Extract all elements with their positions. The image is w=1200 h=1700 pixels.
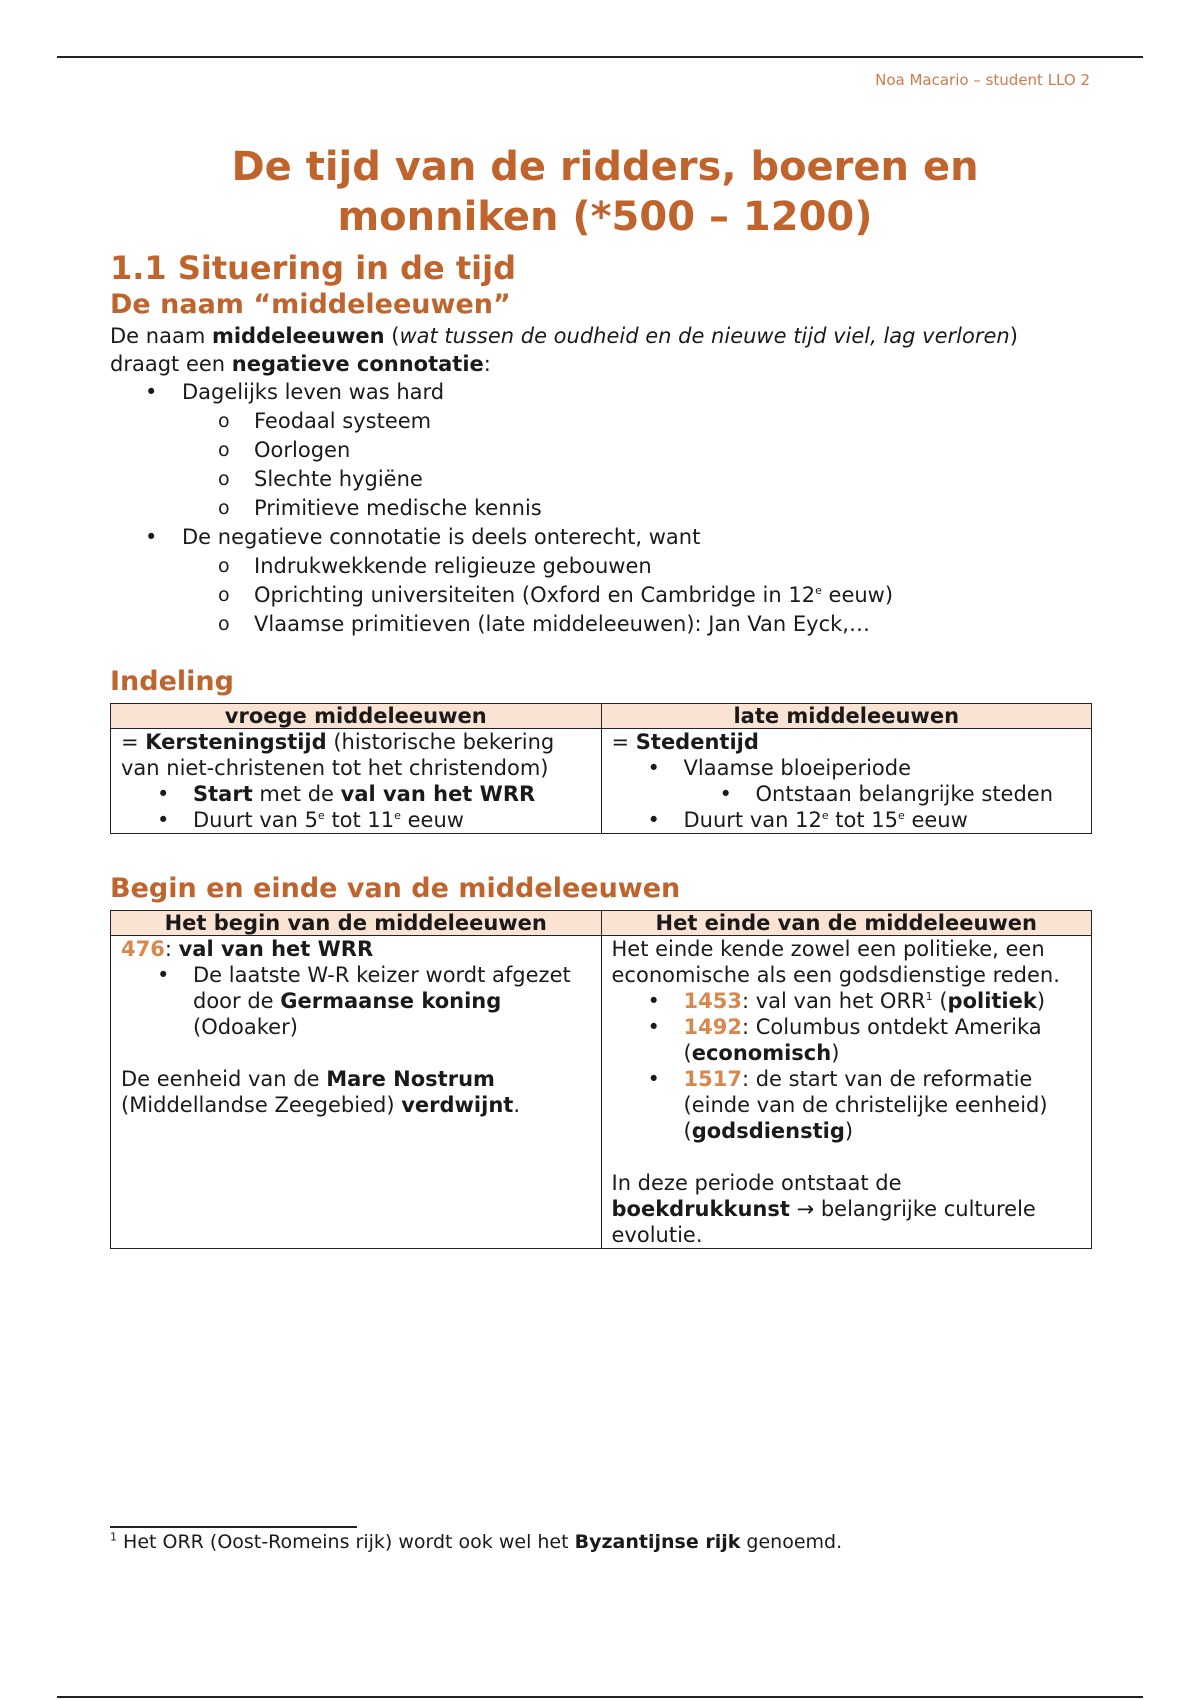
- top-rule: [57, 56, 1143, 58]
- header-author: Noa Macario – student LLO 2: [875, 71, 1090, 89]
- list-item: • Ontstaan belangrijke steden: [720, 781, 1082, 807]
- list-item: o Oorlogen: [218, 436, 1090, 465]
- sub-list: [182, 552, 1090, 639]
- arrow-right-icon: →: [789, 1197, 821, 1221]
- list-item: • Duurt van 12e tot 15e eeuw: [648, 807, 1082, 833]
- naam-paragraph: De naam middeleeuwen (wat tussen de oudheid en de nieuwe tijd viel, lag verloren) draagt een negatieve connotatie:: [110, 324, 1018, 376]
- list-item: • Start met de val van het WRR: [157, 781, 591, 807]
- list-item: o Oprichting universiteiten (Oxford en Cambridge in 12e eeuw): [218, 581, 1090, 610]
- section-heading: 1.1 Situering in de tijd: [110, 249, 516, 287]
- footnote-rule: [110, 1526, 357, 1528]
- mare-nostrum-paragraph: De eenheid van de Mare Nostrum (Middellandse Zeegebied) verdwijnt.: [121, 1067, 520, 1117]
- bottom-rule: [57, 1696, 1143, 1698]
- list-item: o Slechte hygiëne: [218, 465, 1090, 494]
- naam-heading: De naam “middeleeuwen”: [110, 289, 511, 320]
- naam-list: [110, 378, 1090, 639]
- list-item: • 1492: Columbus ontdekt Amerika (economisch): [648, 1014, 1082, 1066]
- list-item: o Feodaal systeem: [218, 407, 1090, 436]
- indeling-table: [110, 703, 1092, 834]
- table-cell: 476: val van het WRR • De laatste W-R keizer wordt afgezet door de Germaanse koning (Odoaker) De eenheid van de Mare Nostrum (Middellandse Zeegebied) verdwijnt.: [111, 936, 602, 1249]
- list-item: • 1453: val van het ORR$^1$ (politiek): [648, 988, 1082, 1014]
- title-line-1: De tijd van de ridders, boeren en: [231, 144, 979, 190]
- table-cell: = Stedentijd • Vlaamse bloeiperiode • Ontstaan belangrijke steden • Duurt van 12e tot 15e eeuw: [601, 729, 1092, 834]
- list-item: o Primitieve medische kennis: [218, 494, 1090, 523]
- table-cell: Het einde kende zowel een politieke, een economische als een godsdienstige reden. • 1453: val van het ORR$^1$ (politiek) • 1492: Columbus ontdekt Amerika (economisch) • 1517: de start van de reformatie (einde van de christelijke eenheid) (godsdienstig) In deze periode ontstaat de boekdrukkunst → belangrijke culturele evolutie.: [601, 936, 1092, 1249]
- table-cell: = Kersteningstijd (historische bekering van niet-christenen tot het christendom) • Start met de val van het WRR • Duurt van 5e tot 11e eeuw: [111, 729, 602, 834]
- list-item: • Duurt van 5e tot 11e eeuw: [157, 807, 591, 833]
- begin-einde-table: [110, 910, 1092, 1249]
- list-item: o Vlaamse primitieven (late middeleeuwen): Jan Van Eyck,…: [218, 610, 1090, 639]
- boekdrukkunst-paragraph: In deze periode ontstaat de boekdrukkunst → belangrijke culturele evolutie.: [611, 1171, 1036, 1247]
- table-header: vroege middeleeuwen: [111, 704, 602, 729]
- list-item: • De negatieve connotatie is deels onterecht, want o Indrukwekkende religieuze gebouwen o Oprichting universiteiten (Oxford en Cambridge in 12e eeuw) o Vlaamse primitieven (late middeleeuwen): Jan Van Eyck,…: [145, 523, 1090, 639]
- indeling-heading: Indeling: [110, 666, 234, 697]
- list-item: • Dagelijks leven was hard o Feodaal systeem o Oorlogen o Slechte hygiëne o Primitieve medische kennis: [145, 378, 1090, 523]
- list-item: • 1517: de start van de reformatie (einde van de christelijke eenheid) (godsdienstig): [648, 1066, 1082, 1144]
- list-item: o Indrukwekkende religieuze gebouwen: [218, 552, 1090, 581]
- table-header: Het einde van de middeleeuwen: [601, 911, 1092, 936]
- list-item: • De laatste W-R keizer wordt afgezet door de Germaanse koning (Odoaker): [157, 962, 591, 1040]
- sub-list: [182, 407, 1090, 523]
- list-item: • Vlaamse bloeiperiode • Ontstaan belangrijke steden: [648, 755, 1082, 807]
- footnote: $^1$ Het ORR (Oost-Romeins rijk) wordt ook wel het Byzantijnse rijk genoemd.: [110, 1530, 843, 1553]
- table-header: Het begin van de middeleeuwen: [111, 911, 602, 936]
- page-title: [110, 142, 1090, 242]
- page-content: [110, 142, 1090, 1249]
- title-line-2: monniken (*500 – 1200): [337, 194, 873, 240]
- begin-einde-heading: Begin en einde van de middeleeuwen: [110, 873, 681, 904]
- table-header: late middeleeuwen: [601, 704, 1092, 729]
